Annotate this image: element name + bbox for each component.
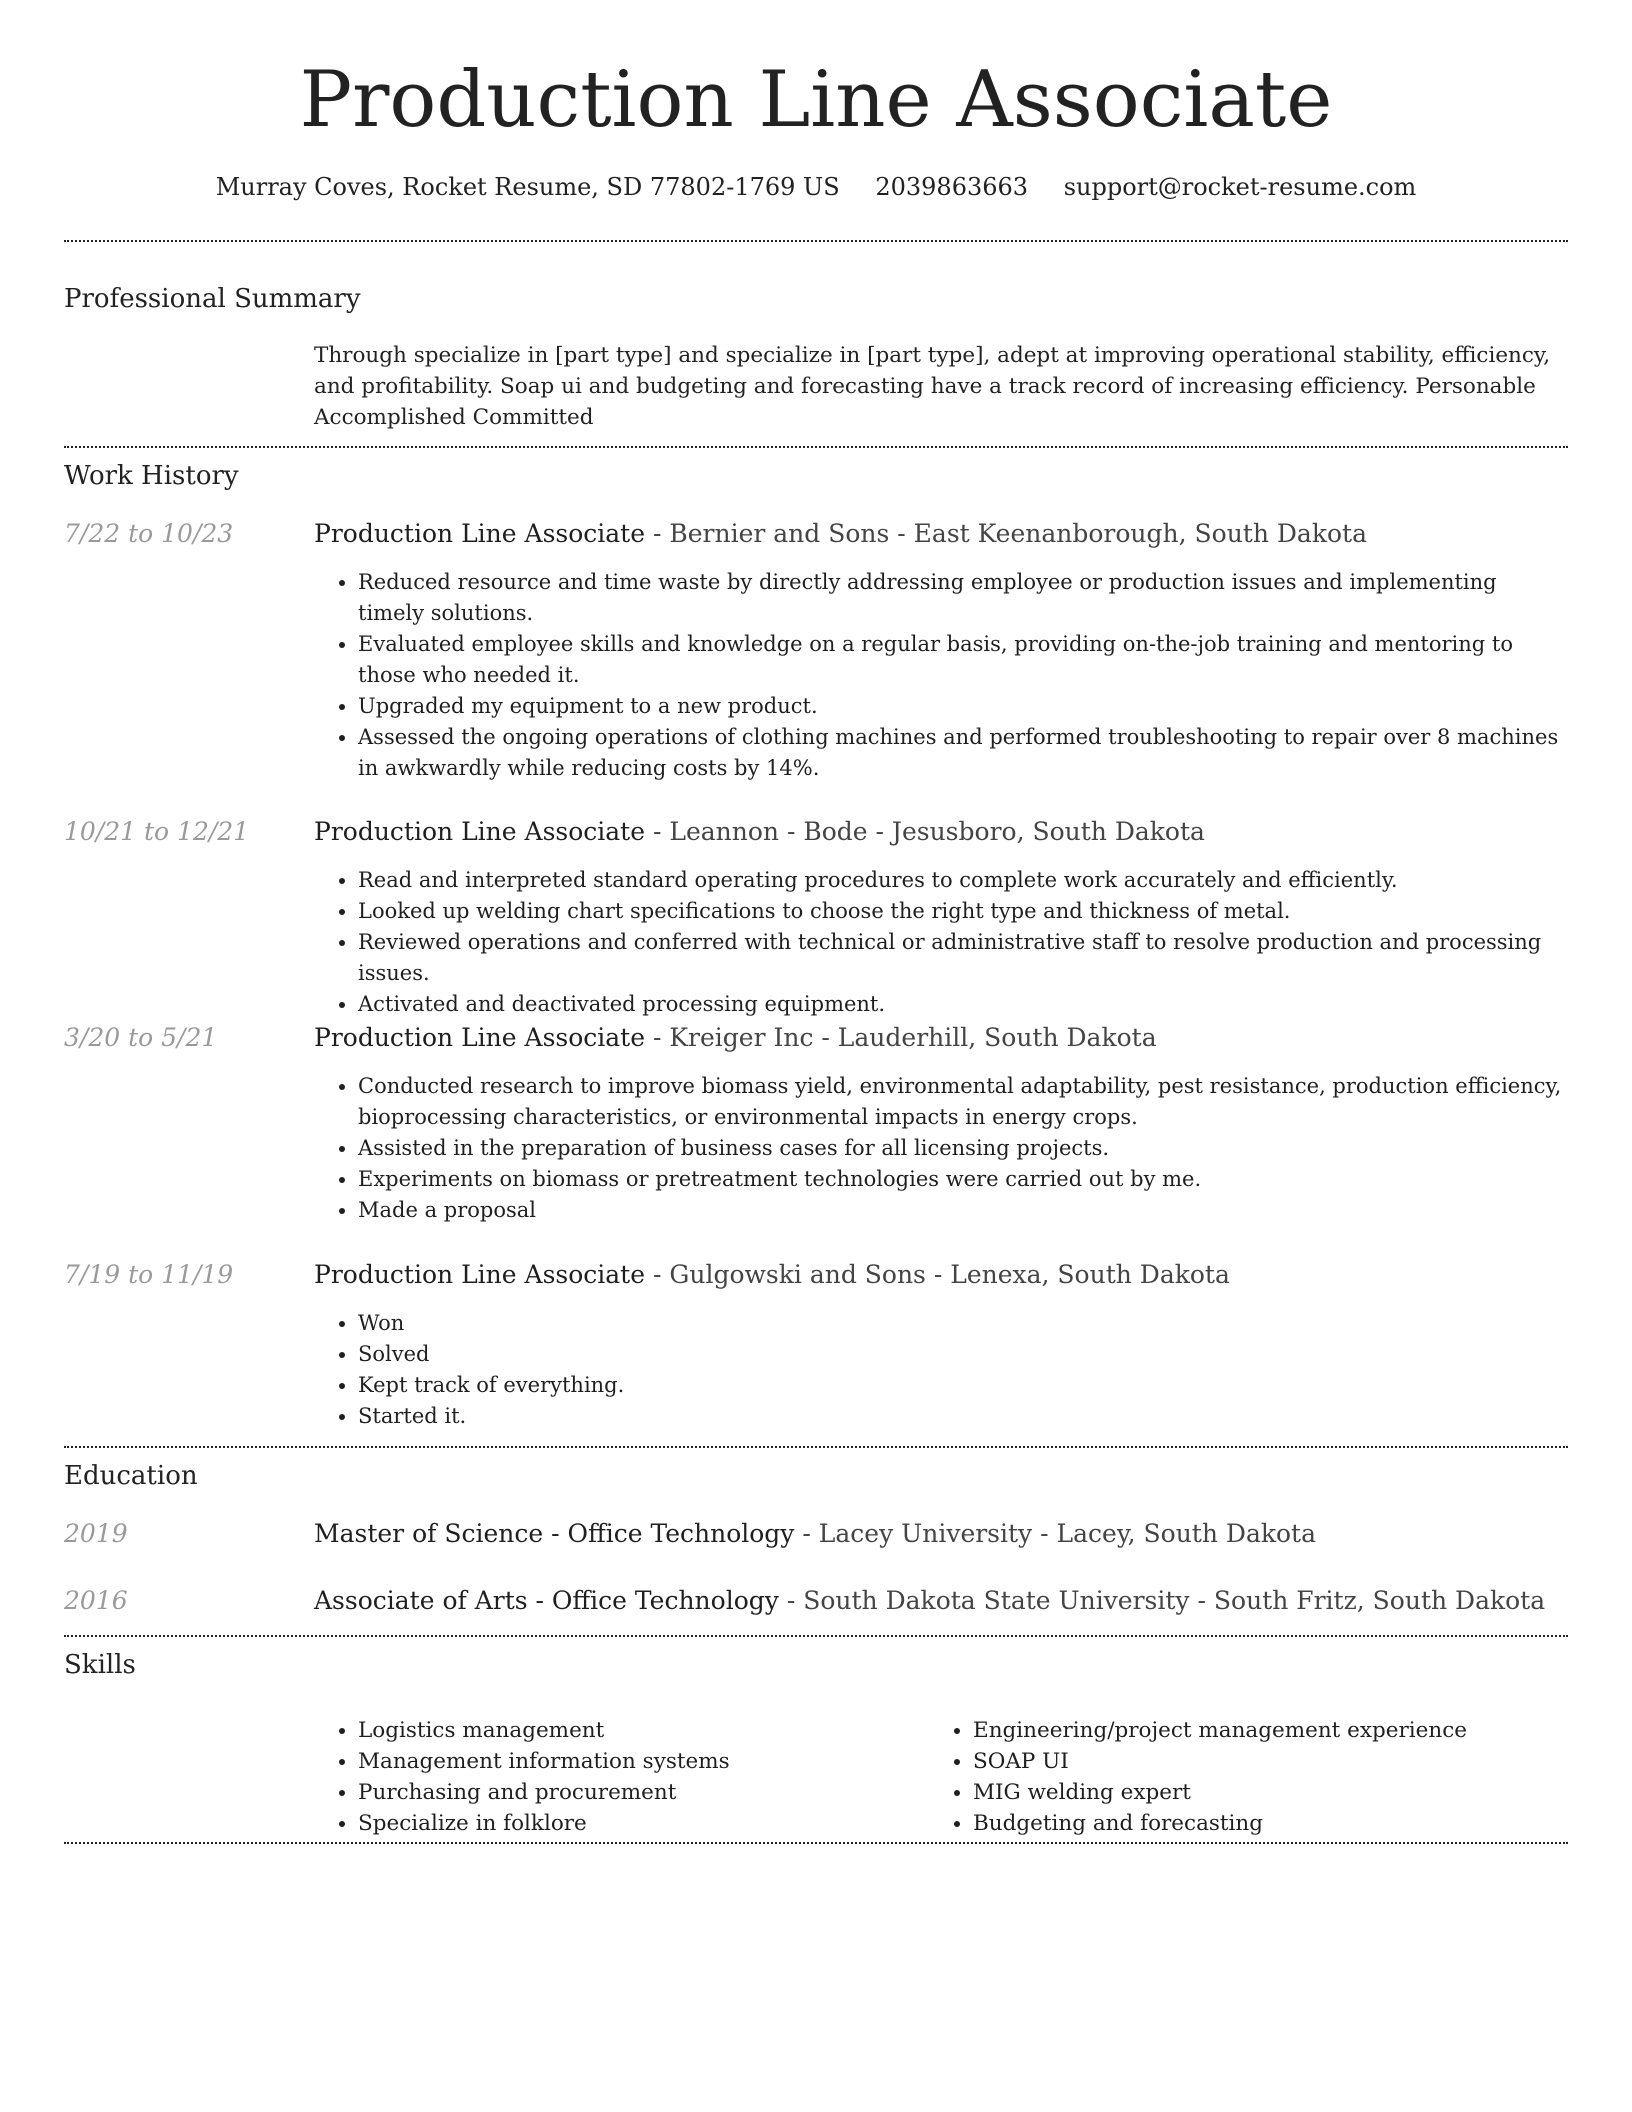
divider	[64, 1446, 1568, 1448]
list-item: • Won	[358, 1308, 1568, 1339]
section-title-summary: Professional Summary	[64, 284, 361, 314]
list-item: • Evaluated employee skills and knowledge on a regular basis, providing on-the-job training and mentoring to those who needed it.	[358, 629, 1568, 691]
list-item: • Budgeting and forecasting	[973, 1808, 1533, 1839]
section-title-skills: Skills	[64, 1650, 136, 1680]
contact-email: support@rocket-resume.com	[1063, 173, 1417, 201]
work-role: Production Line Associate	[314, 519, 646, 548]
work-bullets	[314, 1071, 1568, 1226]
education-degree: Associate of Arts - Office Technology	[314, 1586, 779, 1615]
work-employer-location: - Bernier and Sons - East Keenanborough, South Dakota	[645, 519, 1367, 548]
work-dates: 7/22 to 10/23	[64, 519, 234, 548]
work-dates: 7/19 to 11/19	[64, 1260, 234, 1289]
section-title-work-history: Work History	[64, 461, 239, 491]
education-year: 2016	[64, 1586, 128, 1615]
work-bullets	[314, 865, 1568, 1020]
section-title-education: Education	[64, 1461, 198, 1491]
contact-phone: 2039863663	[875, 173, 1029, 201]
list-item: • Made a proposal	[358, 1195, 1568, 1226]
skills-column-1	[314, 1715, 918, 1839]
education-title	[314, 1517, 1568, 1551]
education-title	[314, 1584, 1568, 1618]
education-degree: Master of Science - Office Technology	[314, 1519, 795, 1548]
list-item: • Purchasing and procurement	[358, 1777, 918, 1808]
divider	[64, 1842, 1568, 1844]
list-item: • Read and interpreted standard operating procedures to complete work accurately and efficiently.	[358, 865, 1568, 896]
work-dates: 3/20 to 5/21	[64, 1023, 218, 1052]
education-school-location: - Lacey University - Lacey, South Dakota	[794, 1519, 1316, 1548]
list-item: • Activated and deactivated processing equipment.	[358, 989, 1568, 1020]
list-item: • Kept track of everything.	[358, 1370, 1568, 1401]
list-item: • MIG welding expert	[973, 1777, 1533, 1808]
work-employer-location: - Gulgowski and Sons - Lenexa, South Dakota	[645, 1260, 1230, 1289]
summary-text: Through specialize in [part type] and specialize in [part type], adept at improving operational stability, efficiency, and profitability. Soap ui and budgeting and forecasting have a track record of increasing efficiency. Personable Accomplished Committed	[314, 343, 1551, 430]
work-title	[314, 815, 1568, 849]
list-item: • Logistics management	[358, 1715, 918, 1746]
work-employer-location: - Kreiger Inc - Lauderhill, South Dakota	[645, 1023, 1157, 1052]
list-item: • Experiments on biomass or pretreatment technologies were carried out by me.	[358, 1164, 1568, 1195]
work-dates: 10/21 to 12/21	[64, 817, 250, 846]
work-role: Production Line Associate	[314, 1023, 646, 1052]
contact-address: Murray Coves, Rocket Resume, SD 77802-1769 US	[215, 173, 840, 201]
list-item: • Started it.	[358, 1401, 1568, 1432]
work-title	[314, 1021, 1568, 1055]
divider	[64, 446, 1568, 448]
work-role: Production Line Associate	[314, 817, 646, 846]
list-item: • Engineering/project management experience	[973, 1715, 1533, 1746]
work-employer-location: - Leannon - Bode - Jesusboro, South Dakota	[645, 817, 1205, 846]
list-item: • SOAP UI	[973, 1746, 1533, 1777]
work-bullets	[314, 567, 1568, 784]
work-title	[314, 1258, 1568, 1292]
list-item: • Specialize in folklore	[358, 1808, 918, 1839]
education-year: 2019	[64, 1519, 128, 1548]
work-bullets	[314, 1308, 1568, 1432]
education-school-location: - South Dakota State University - South Fritz, South Dakota	[778, 1586, 1546, 1615]
list-item: • Conducted research to improve biomass yield, environmental adaptability, pest resistance, production efficiency, bioprocessing characteristics, or environmental impacts in energy crops.	[358, 1071, 1568, 1133]
list-item: • Looked up welding chart specifications to choose the right type and thickness of metal.	[358, 896, 1568, 927]
contact-line	[0, 170, 1632, 204]
list-item: • Reduced resource and time waste by directly addressing employee or production issues and implementing timely solutions.	[358, 567, 1568, 629]
resume-name: Production Line Associate	[299, 55, 1333, 145]
divider	[64, 240, 1568, 242]
list-item: • Solved	[358, 1339, 1568, 1370]
list-item: • Reviewed operations and conferred with technical or administrative staff to resolve production and processing issues.	[358, 927, 1568, 989]
list-item: • Upgraded my equipment to a new product.	[358, 691, 1568, 722]
divider	[64, 1635, 1568, 1637]
list-item: • Assessed the ongoing operations of clothing machines and performed troubleshooting to repair over 8 machines in awkwardly while reducing costs by 14%.	[358, 722, 1568, 784]
skills-column-2	[929, 1715, 1533, 1839]
work-title	[314, 517, 1568, 551]
list-item: • Assisted in the preparation of business cases for all licensing projects.	[358, 1133, 1568, 1164]
list-item: • Management information systems	[358, 1746, 918, 1777]
work-role: Production Line Associate	[314, 1260, 646, 1289]
